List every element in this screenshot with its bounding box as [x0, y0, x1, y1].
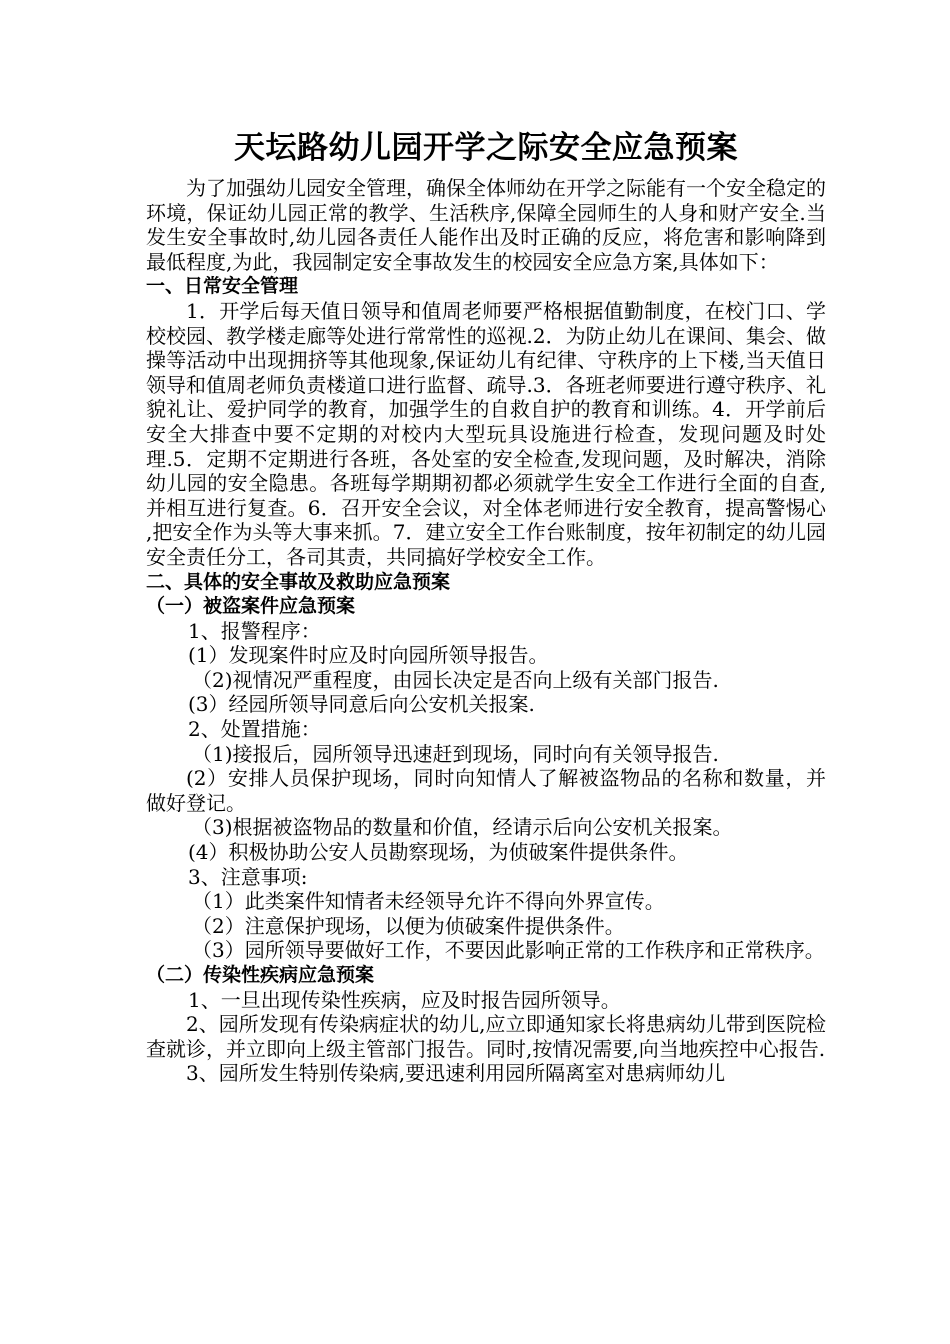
- theft-measures-item: （1)接报后，园所领导迅速赶到现场，同时向有关领导报告.: [192, 741, 719, 766]
- theft-measures-item: （3)根据被盗物品的数量和价值，经请示后向公安机关报案。: [192, 815, 733, 840]
- disease-item: 3、园所发生特别传染病,要迅速利用园所隔离室对患病师幼儿: [186, 1061, 726, 1086]
- theft-notes-item: （1）此类案件知情者未经领导允许不得向外界宣传。: [192, 889, 665, 914]
- theft-alarm-item: （2)视情况严重程度，由园长决定是否向上级有关部门报告.: [192, 667, 719, 692]
- disease-item: 1、一旦出现传染性疾病，应及时报告园所领导。: [188, 987, 621, 1012]
- section-heading-daily-safety: 一、日常安全管理: [146, 275, 299, 298]
- subsection-heading-infectious-disease: （二）传染性疾病应急预案: [146, 964, 375, 986]
- theft-notes-item: （3）园所领导要做好工作，不要因此影响正常的工作秩序和正常秩序。: [192, 938, 825, 963]
- theft-measures-item: (2）安排人员保护现场，同时向知情人了解被盗物品的名称和数量，并做好登记。: [146, 766, 826, 815]
- theft-alarm-title: 1、报警程序：: [188, 618, 321, 643]
- disease-item: 2、园所发现有传染病症状的幼儿,应立即通知家长将患病幼儿带到医院检查就诊，并立即向上级主管部门报告。同时,按情况需要,向当地疾控中心报告.: [146, 1012, 826, 1061]
- theft-measures-item: (4）积极协助公安人员勘察现场，为侦破案件提供条件。: [188, 840, 689, 865]
- theft-notes-item: （2）注意保护现场，以便为侦破案件提供条件。: [192, 913, 625, 938]
- intro-paragraph: 为了加强幼儿园安全管理，确保全体师幼在开学之际能有一个安全稳定的环境，保证幼儿园正常的教学、生活秩序,保障全园师生的人身和财产安全.当发生安全事故时,幼儿园各责任人能作出及时正确的反应，将危害和影响降到最低程度,为此，我园制定安全事故发生的校园安全应急方案,具体如下：: [146, 176, 826, 274]
- document-title: 天坛路幼儿园开学之际安全应急预案: [234, 130, 738, 166]
- daily-safety-paragraph: 1．开学后每天值日领导和值周老师要严格根据值勤制度，在校门口、学校校园、教学楼走廊等处进行常常性的巡视.2．为防止幼儿在课间、集会、做操等活动中出现拥挤等其他现象,保证幼儿有纪律、守秩序的上下楼,当天值日领导和值周老师负责楼道口进行监督、疏导.3．各班老师要进行遵守秩序、礼貌礼让、爱护同学的教育，加强学生的自救自护的教育和训练。4．开学前后安全大排查中要不定期的对校内大型玩具设施进行检查，发现问题及时处理.5．定期不定期进行各班，各处室的安全检查,发现问题，及时解决，消除幼儿园的安全隐患。各班每学期期初都必须就学生安全工作进行全面的自查,并相互进行复查。6．召开安全会议，对全体老师进行安全教育，提高警惕心 ,把安全作为头等大事来抓。7．建立安全工作台账制度，按年初制定的幼儿园安全责任分工，各司其责，共同搞好学校安全工作。: [146, 298, 826, 569]
- theft-alarm-item: (1）发现案件时应及时向园所领导报告。: [188, 643, 549, 668]
- subsection-heading-theft: （一）被盗案件应急预案: [146, 595, 356, 618]
- theft-notes-title: 3、注意事项:: [188, 864, 308, 889]
- document-page: [146, 128, 826, 1086]
- theft-alarm-item: (3）经园所领导同意后向公安机关报案.: [188, 692, 535, 717]
- theft-measures-title: 2、处置措施：: [188, 717, 321, 742]
- section-heading-emergency-plans: 二、具体的安全事故及救助应急预案: [146, 570, 451, 593]
